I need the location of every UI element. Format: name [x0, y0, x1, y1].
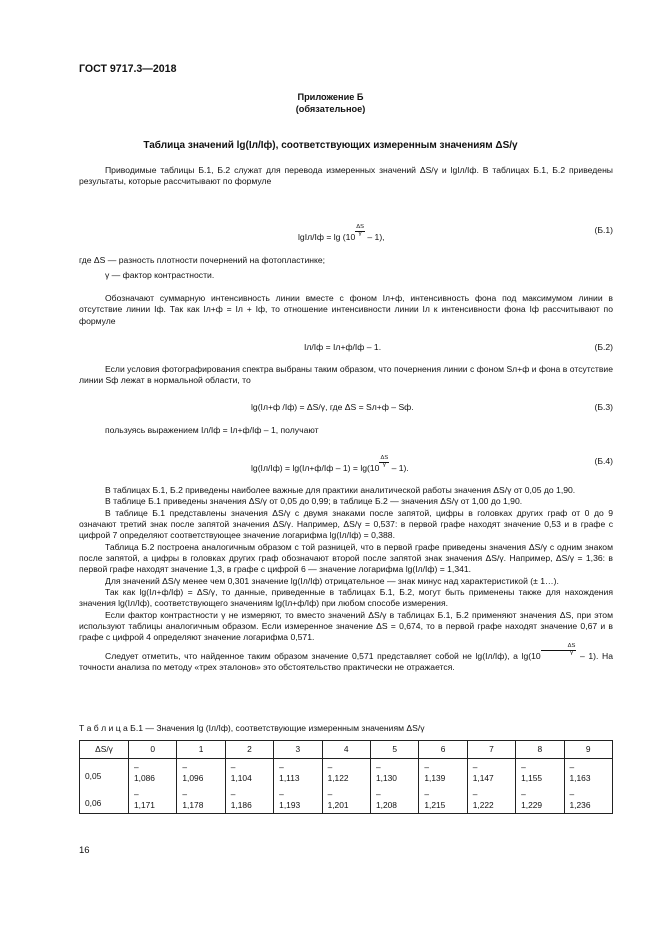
minus-sign: – — [569, 789, 575, 799]
table-row — [80, 759, 613, 787]
minus-sign: – — [327, 789, 333, 799]
formula-b1-number: (Б.1) — [594, 225, 613, 235]
paragraph-range: В таблицах Б.1, Б.2 приведены наиболее важные для практики аналитической работы значения ΔS/γ от 0,05 до 1,90. — [105, 485, 576, 495]
table-cell-value: 1,130 — [375, 773, 397, 783]
formula-b2 — [79, 342, 613, 356]
minus-sign: – — [134, 762, 139, 772]
table-cell-value: 1,122 — [327, 773, 349, 783]
minus-sign: – — [134, 789, 139, 799]
table-cell-value: 1,229 — [521, 800, 543, 810]
formula-b2-expression: Iл/Iф = Iл+ф/Iф – 1. — [304, 342, 382, 352]
minus-sign: – — [472, 789, 478, 799]
table-cell-value: 1,086 — [134, 773, 155, 783]
table-cell — [419, 759, 467, 787]
table-caption: Т а б л и ц а Б.1 — Значения lg (Iл/Iф), соответствующие измеренным значениям ΔS/γ — [79, 723, 425, 733]
table-row — [80, 786, 613, 814]
table-cell-value: 1,155 — [521, 773, 543, 783]
table-cell — [225, 759, 273, 787]
exponent-numerator: ΔS — [541, 644, 577, 651]
table-cell-value: 1,193 — [279, 800, 301, 810]
minus-sign: – — [279, 762, 284, 772]
definition-text: фактор контрастности. — [122, 270, 215, 281]
table-cell-value: 1,096 — [182, 773, 204, 783]
table-cell — [129, 759, 177, 787]
table-cell-value: 1,215 — [424, 800, 446, 810]
table-cell — [177, 786, 225, 814]
table-cell — [370, 759, 418, 787]
minus-sign: – — [375, 762, 381, 772]
table-cell-value: 1,222 — [472, 800, 494, 810]
table-cell-value: 1,178 — [182, 800, 204, 810]
exponent-numerator: ΔS — [356, 224, 364, 230]
exponent-denominator: γ — [570, 649, 573, 656]
minus-sign: – — [327, 762, 333, 772]
table-header-digit: 8 — [516, 741, 564, 759]
table-header-row — [80, 741, 613, 759]
formula-b3-expression: lg(Iл+ф /Iф) = ΔS/γ, где ΔS = Sл+ф – Sф. — [251, 402, 414, 412]
page-number: 16 — [79, 845, 90, 856]
table-cell — [564, 786, 612, 814]
table-cell-value: 1,113 — [279, 773, 300, 783]
paragraph-contrast-factor: Если фактор контрастности γ не измеряют, то вместо значений ΔS/γ в таблицах Б.1, Б.2 применяют значения ΔS, при этом используют таблицы аналогичным образом. Если измеренное значение ΔS = 0,674, то в первой графе находят значение 0,67 и в графе с цифрой 4 определяют значение логарифма 0,571. — [79, 609, 613, 643]
minus-sign: – — [521, 789, 526, 799]
table-cell-value: 1,208 — [375, 800, 397, 810]
appendix-subtitle: (обязательное) — [295, 103, 366, 114]
formula-b4 — [79, 456, 613, 472]
paragraph-table-b1-example: В таблице Б.1 представлены значения ΔS/γ с двумя знаками после запятой, цифры в головках других граф от 0 до 9 означают третий знак после запятой значения ΔS/γ. Например, ΔS/γ = 0,537: в первой графе находят значение 0,53 и в графе с цифрой 7 определяют соответствующее значение логарифма lg(Iл/Iф) = 0,388. — [79, 507, 613, 541]
minus-sign: – — [230, 789, 236, 799]
formula-b3-number: (Б.3) — [594, 402, 613, 412]
table-header-digit: 6 — [419, 741, 467, 759]
exponent-numerator: ΔS — [380, 455, 389, 461]
appendix-title: Приложение Б — [297, 92, 364, 102]
definitions-list — [79, 255, 613, 282]
table-row-label: 0,06 — [80, 786, 129, 814]
table-cell-value: 1,163 — [569, 773, 591, 783]
minus-sign: – — [230, 762, 236, 772]
paragraph-table-b1: В таблице Б.1 приведены значения ΔS/γ от 0,05 до 0,99; в таблице Б.2 — значения ΔS/γ от 1,00 до 1,90. — [105, 496, 523, 507]
note-exponent — [541, 644, 577, 657]
formula-b4-exponent — [379, 456, 389, 469]
table-cell — [274, 786, 322, 814]
minus-sign: – — [521, 762, 526, 772]
exponent-denominator: γ — [358, 230, 362, 237]
formula-b4-right: – 1). — [389, 462, 409, 473]
table-cell — [177, 759, 225, 787]
table-header-digit: 4 — [322, 741, 370, 759]
table-cell — [129, 786, 177, 814]
paragraph-using-expression: пользуясь выражением Iл/Iф = Iл+ф/Iф – 1, получают — [105, 425, 319, 435]
minus-sign: – — [424, 789, 430, 799]
formula-b3 — [79, 402, 613, 416]
table-cell-value: 1,104 — [230, 773, 252, 783]
definition-delta-s — [79, 255, 613, 266]
formula-b1 — [79, 225, 613, 241]
formula-b2-number: (Б.2) — [594, 342, 613, 352]
minus-sign: – — [424, 762, 430, 772]
formula-b4-expression — [251, 456, 409, 474]
table-cell — [419, 786, 467, 814]
formula-b1-right: – 1), — [364, 231, 385, 242]
table-cell — [322, 786, 370, 814]
table-cell — [467, 759, 515, 787]
minus-sign: – — [279, 789, 284, 799]
table-header-ratio: ΔS/γ — [80, 741, 129, 759]
definition-symbol: где ΔS — — [79, 255, 117, 265]
paragraph-intensity: Обозначают суммарную интенсивность линии вместе с фоном Iл+ф, интенсивность фона под максимумом линии в отсутствие линии Iф. Так как Iл+ф = Iл + Iф, то отношение интенсивности линии Iл к интенсивности фона Iф рассчитывают по формуле — [79, 293, 613, 326]
formula-b1-left: lgIл/Iф = lg (10 — [298, 231, 356, 242]
table-header-digit: 0 — [129, 741, 177, 759]
paragraph-table-b2-example: Таблица Б.2 построена аналогичным образом с той разницей, что в первой графе приведены значения ΔS/γ с одним знаком после запятой, а цифры в головках других граф обозначают второй после запятой знак значения ΔS/γ. Например, ΔS/γ = 1,36: в первой графе находят значение 1,3, в графе с цифрой 6 — значение логарифма lg(Iл/Iф) = 1,341. — [79, 541, 613, 575]
minus-sign: – — [569, 762, 575, 772]
table-cell — [564, 759, 612, 787]
minus-sign: – — [375, 789, 381, 799]
table-cell-value: 1,171 — [134, 800, 155, 810]
table-cell — [467, 786, 515, 814]
table-cell — [516, 759, 564, 787]
paragraph-note-start: Следует отметить, что найденное таким образом значение 0,571 представляет собой не lg(Iл/Iф), а lg(10 — [105, 650, 541, 661]
paragraph-intro: Приводимые таблицы Б.1, Б.2 служат для перевода измеренных значений ΔS/γ и lgIл/Iф. В таблицах Б.1, Б.2 приведены результаты, которые рассчитывают по формуле — [79, 165, 613, 187]
document-header: ГОСТ 9717.3—2018 — [79, 63, 177, 75]
table-cell-value: 1,139 — [424, 773, 446, 783]
appendix-heading — [0, 92, 661, 116]
table-cell-value: 1,236 — [569, 800, 591, 810]
table-cell-value: 1,147 — [472, 773, 494, 783]
definition-symbol: γ — — [105, 270, 121, 281]
table-header-digit: 5 — [370, 741, 418, 759]
paragraph-applicability: Так как lg(Iл+ф/Iф) = ΔS/γ, то данные, приведенные в таблицах Б.1, Б.2, могут быть применены также для нахождения значения lg(Iл/Iф), соответствующего значениям lg(Iл+ф/Iф) при любом способе измерения. — [79, 587, 613, 609]
paragraph-negative: Для значений ΔS/γ менее чем 0,301 значение lg(Iл/Iф) отрицательное — знак минус над характеристикой (± 1…). — [105, 575, 559, 586]
minus-sign: – — [182, 789, 188, 799]
definition-gamma — [105, 270, 613, 281]
table-header-digit: 9 — [564, 741, 612, 759]
table-cell — [516, 786, 564, 814]
table-b1 — [79, 740, 613, 814]
table-cell — [225, 786, 273, 814]
paragraph-text-block — [79, 485, 613, 673]
table-header-digit: 3 — [274, 741, 322, 759]
table-row-label: 0,05 — [80, 759, 129, 787]
table-header-digit: 1 — [177, 741, 225, 759]
table-header-digit: 2 — [225, 741, 273, 759]
formula-b1-exponent — [355, 225, 365, 238]
paragraph-note — [79, 644, 613, 673]
exponent-denominator: γ — [382, 461, 386, 468]
table-body — [80, 759, 613, 814]
minus-sign: – — [472, 762, 478, 772]
minus-sign: – — [182, 762, 188, 772]
formula-b1-expression — [298, 225, 385, 243]
definition-text: разность плотности почернений на фотопластинке; — [118, 255, 326, 265]
section-title: Таблица значений lg(Iл/Iф), соответствующих измеренным значениям ΔS/γ — [143, 140, 518, 151]
table-cell — [322, 759, 370, 787]
paragraph-note-end: – 1). На точности анализа по методу «трех эталонов» это обстоятельство практически не отражается. — [79, 650, 613, 672]
table-cell — [370, 786, 418, 814]
formula-b4-number: (Б.4) — [594, 456, 613, 466]
table-header-digit: 7 — [467, 741, 515, 759]
paragraph-conditions: Если условия фотографирования спектра выбраны таким образом, что почернения линии с фоном Sл+ф и фона в отсутствие линии Sф лежат в нормальной области, то — [79, 364, 613, 386]
table-cell — [274, 759, 322, 787]
table-cell-value: 1,186 — [230, 800, 252, 810]
formula-b4-left: lg(Iл/Iф) = lg(Iл+ф/Iф – 1) = lg(10 — [251, 462, 380, 473]
table-cell-value: 1,201 — [327, 800, 349, 810]
